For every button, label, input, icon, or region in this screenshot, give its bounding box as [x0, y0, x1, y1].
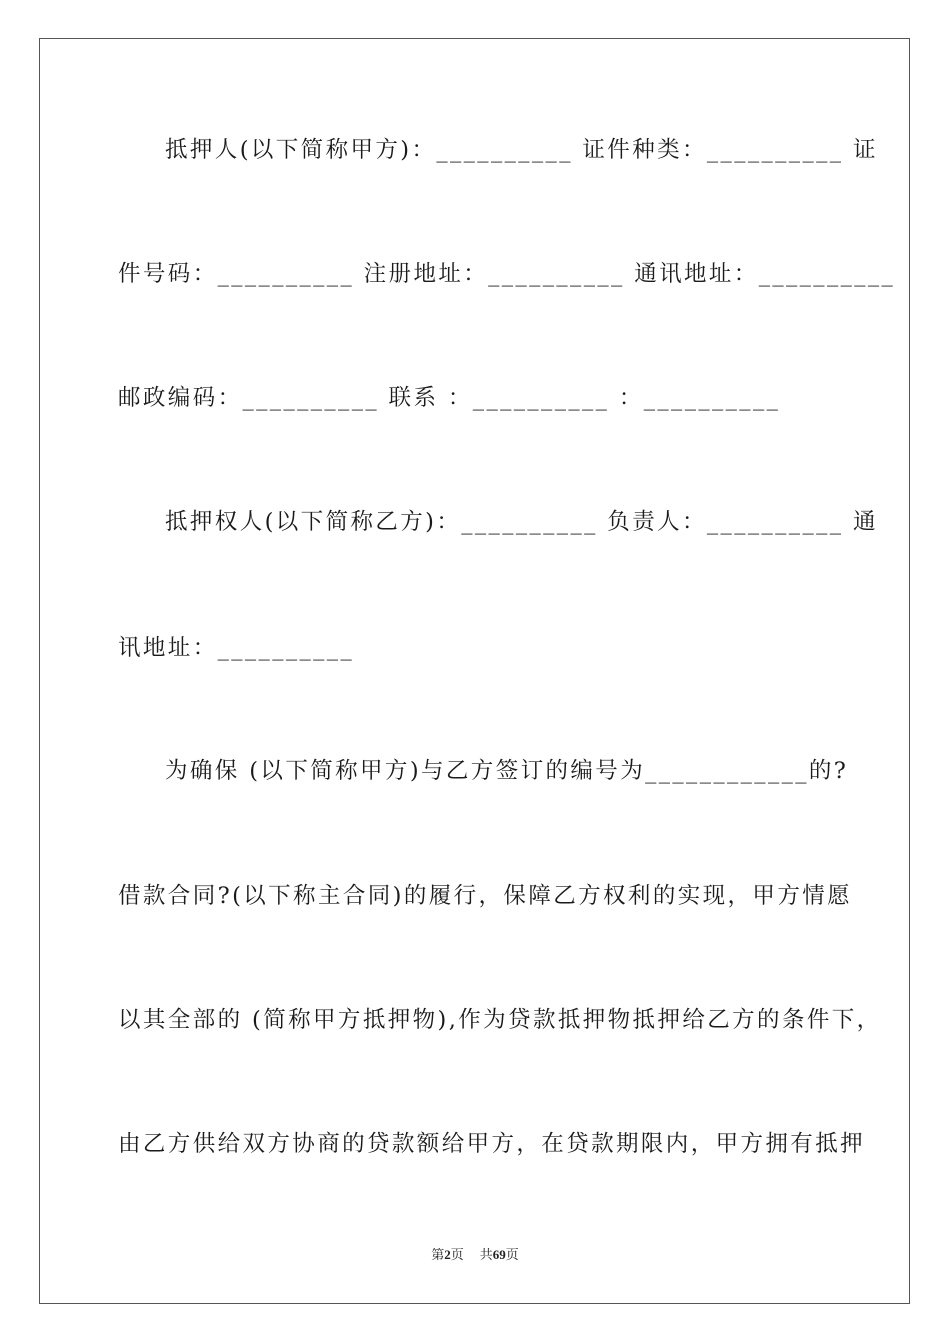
id-number-line: 件号码：__________ 注册地址：__________ 通讯地址：__________	[118, 261, 896, 287]
purpose-paragraph-line-4: 由乙方供给双方协商的贷款额给甲方，在贷款期限内，甲方拥有抵押	[118, 1131, 866, 1157]
pledgee-line: 抵押权人(以下简称乙方)：__________ 负责人：__________ 通	[165, 509, 878, 535]
page-footer	[0, 1246, 950, 1264]
purpose-paragraph-line-1: 为确保 (以下简称甲方)与乙方签订的编号为____________的?	[165, 758, 849, 784]
page-prefix: 第	[431, 1247, 445, 1262]
purpose-paragraph-line-3: 以其全部的 (简称甲方抵押物),作为贷款抵押物抵押给乙方的条件下，	[118, 1007, 882, 1033]
page-number: 2	[444, 1247, 451, 1262]
total-suffix: 页	[505, 1247, 519, 1262]
total-pages: 69	[492, 1247, 506, 1262]
pledgor-line: 抵押人(以下简称甲方)：__________ 证件种类：__________ 证	[165, 137, 878, 163]
page-suffix: 页	[450, 1247, 464, 1262]
page-border	[39, 38, 910, 1304]
pledgee-address-line: 讯地址：__________	[118, 635, 355, 661]
total-prefix: 共	[479, 1247, 493, 1262]
purpose-paragraph-line-2: 借款合同?(以下称主合同)的履行，保障乙方权利的实现，甲方情愿	[118, 883, 853, 909]
postal-code-line: 邮政编码：__________ 联系 ：__________ ：__________	[118, 385, 781, 411]
